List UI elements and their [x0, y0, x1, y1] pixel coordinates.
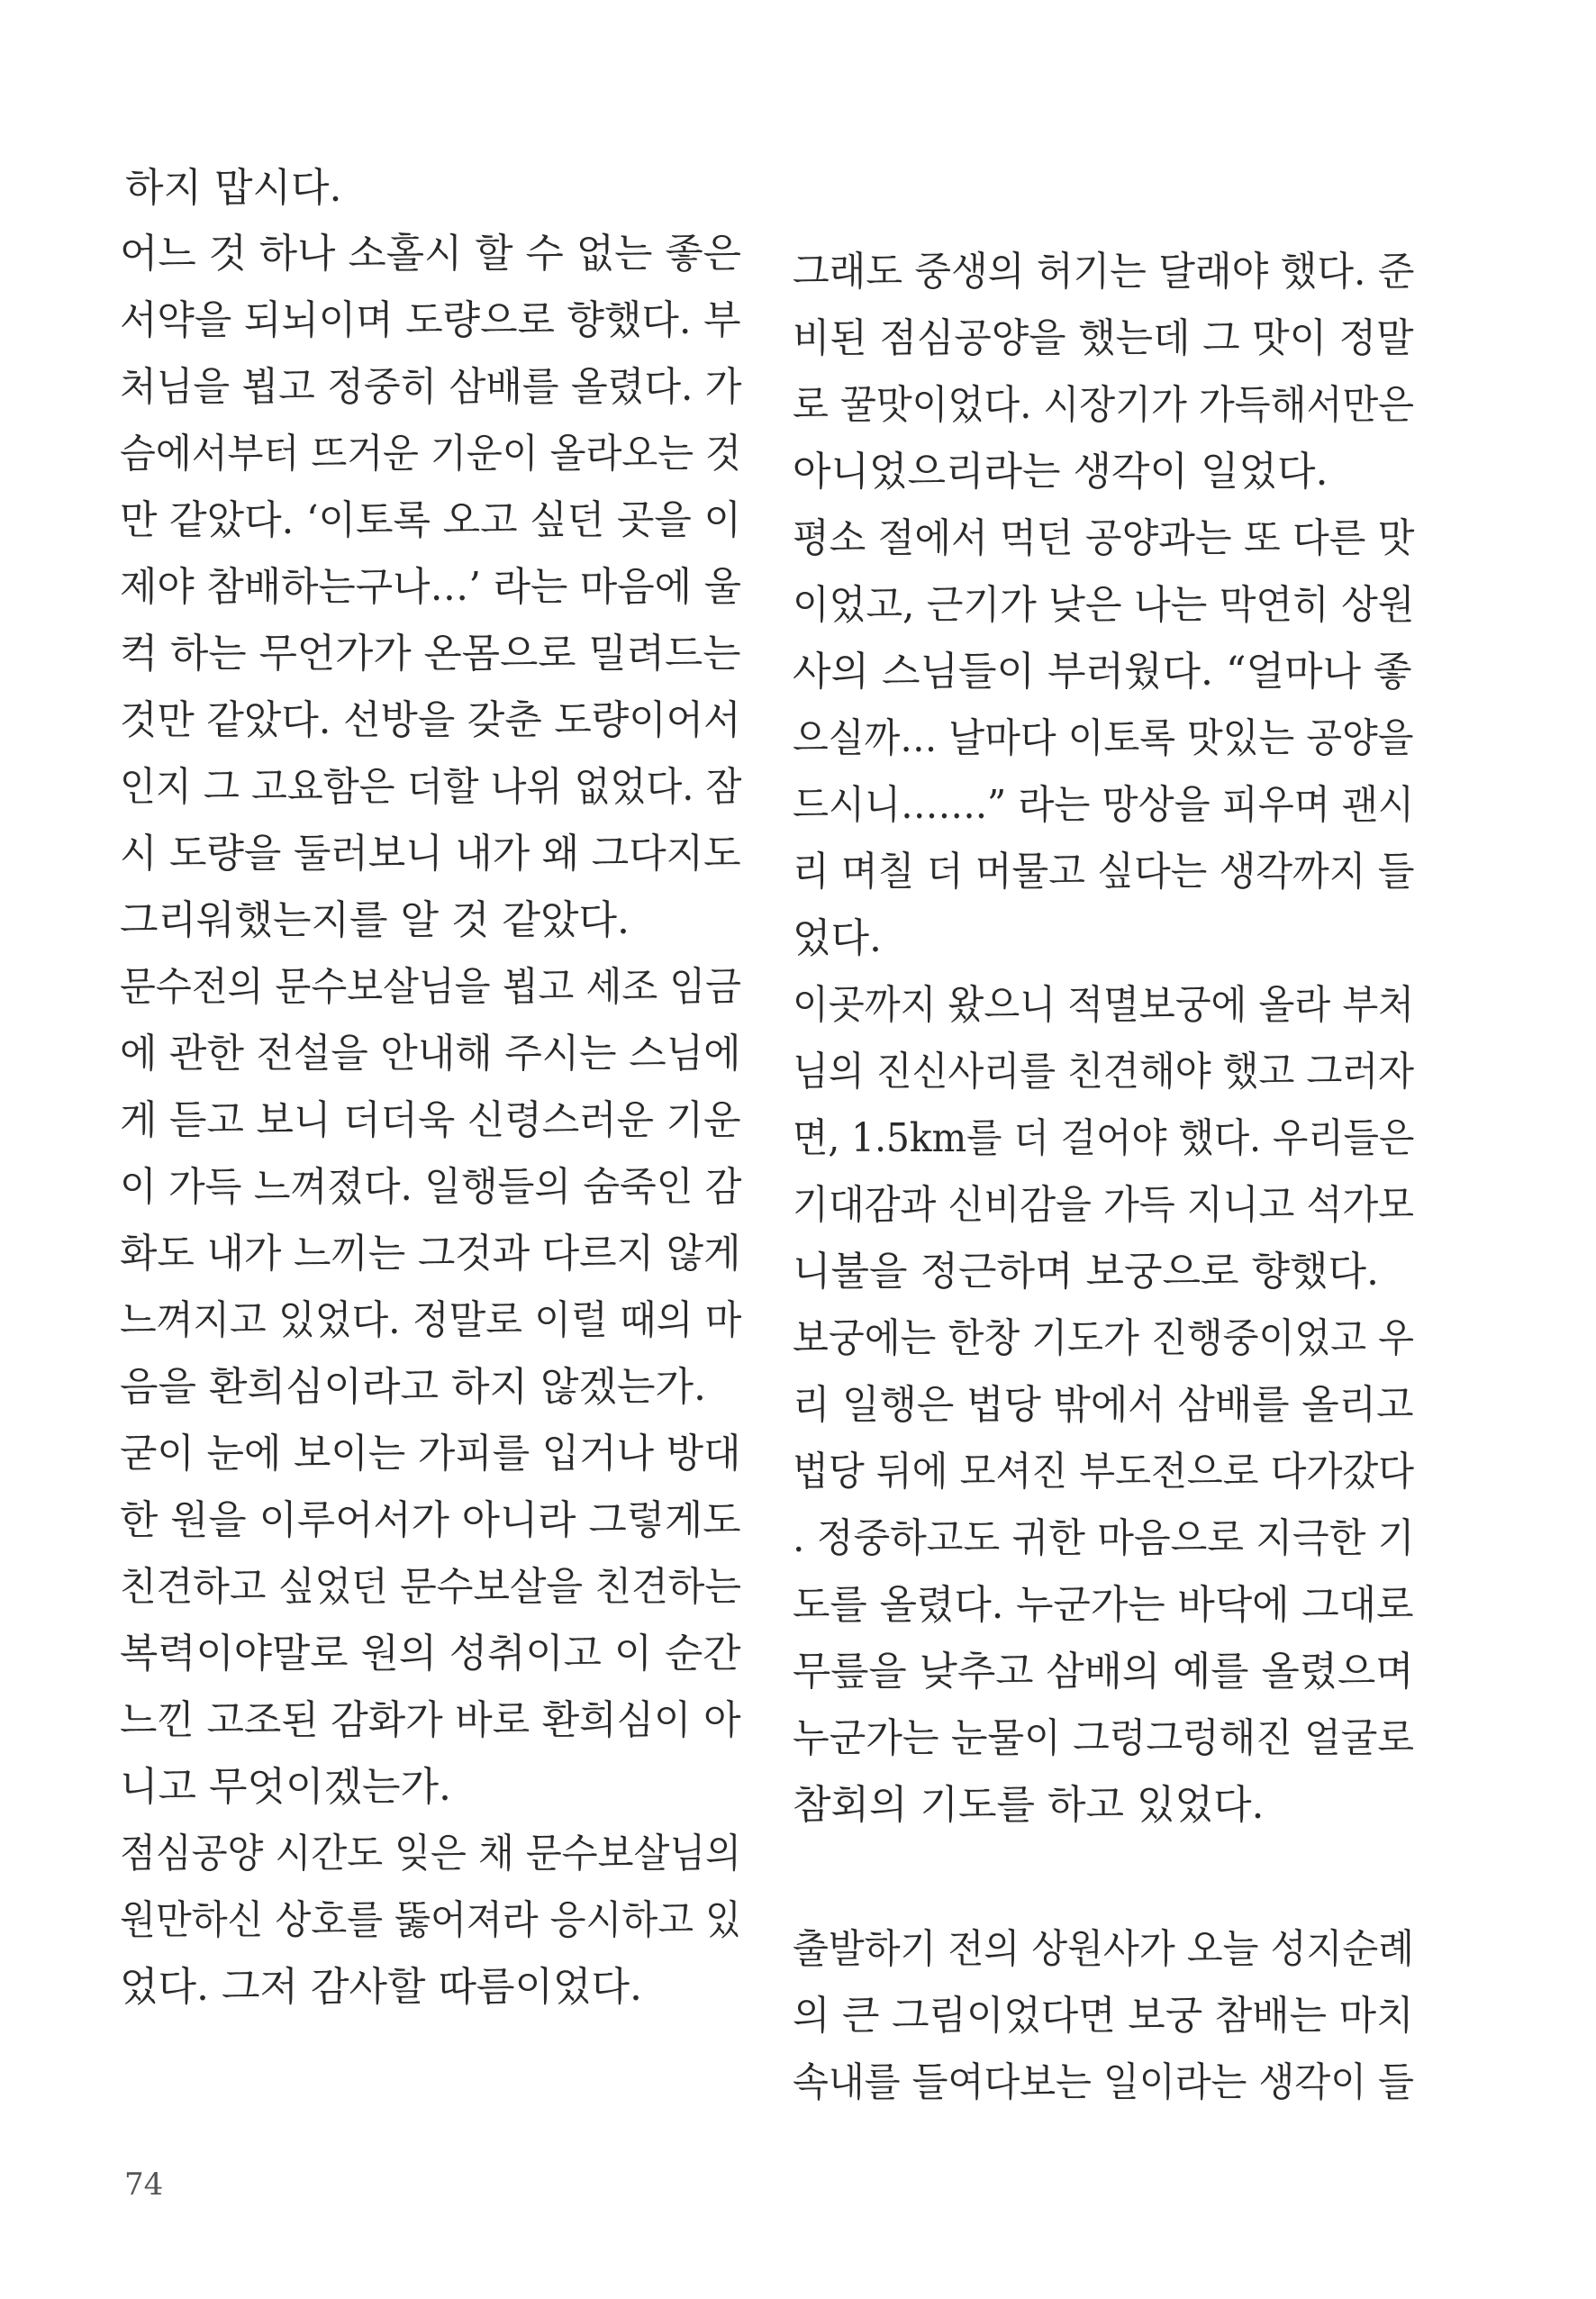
- text-line: 참회의 기도를 하고 있었다.: [793, 1782, 1265, 1828]
- text-line: 었다. 그저 감사할 따름이었다.: [120, 1964, 642, 2010]
- text-line: 법당 뒤에 모셔진 부도전으로 다가갔다: [793, 1449, 1415, 1495]
- text-line: 시 도량을 둘러보니 내가 왜 그다지도: [120, 831, 741, 877]
- text-line: 친견하고 싶었던 문수보살을 친견하는: [120, 1564, 742, 1610]
- text-line: 비된 점심공양을 했는데 그 맛이 정말: [793, 315, 1414, 361]
- text-line: 서약을 되뇌이며 도량으로 향했다. 부: [120, 297, 741, 343]
- text-line: 무릎을 낮추고 삼배의 예를 올렸으며: [793, 1649, 1414, 1695]
- text-line: 하지 맙시다.: [125, 165, 342, 211]
- text-line: 로 꿀맛이었다. 시장기가 가득해서만은: [793, 382, 1415, 428]
- text-line: 문수전의 문수보살님을 뵙고 세조 임금: [120, 964, 742, 1010]
- text-line: 출발하기 전의 상원사가 오늘 성지순례: [793, 1926, 1415, 1972]
- text-line: 아니었으리라는 생각이 일었다.: [793, 449, 1328, 495]
- text-line: 복력이야말로 원의 성취이고 이 순간: [120, 1631, 741, 1677]
- text-line: 이 가득 느껴졌다. 일행들의 숨죽인 감: [120, 1164, 742, 1210]
- text-line: 처님을 뵙고 정중히 삼배를 올렸다. 가: [120, 364, 742, 410]
- text-line: 에 관한 전설을 안내해 주시는 스님에: [120, 1031, 741, 1077]
- text-line: 굳이 눈에 보이는 가피를 입거나 방대: [120, 1431, 741, 1477]
- text-line: 점심공양 시간도 잊은 채 문수보살님의: [120, 1831, 742, 1876]
- text-line: 리 며칠 더 머물고 싶다는 생각까지 들: [793, 849, 1415, 895]
- text-line: 이었고, 근기가 낮은 나는 막연히 상원: [793, 582, 1415, 628]
- text-line: 님의 진신사리를 친견해야 했고 그러자: [793, 1049, 1415, 1095]
- text-line: 게 듣고 보니 더더욱 신령스러운 기운: [120, 1097, 741, 1143]
- text-line: 인지 그 고요함은 더할 나위 없었다. 잠: [120, 764, 742, 810]
- text-line: 평소 절에서 먹던 공양과는 또 다른 맛: [793, 515, 1415, 561]
- text-line: 도를 올렸다. 누군가는 바닥에 그대로: [793, 1582, 1414, 1628]
- text-line: 으실까… 날마다 이토록 맛있는 공양을: [793, 715, 1414, 761]
- text-line: 니고 무엇이겠는가.: [120, 1764, 452, 1810]
- text-line: 것만 같았다. 선방을 갖춘 도량이어서: [120, 697, 741, 743]
- text-line: 누군가는 눈물이 그렁그렁해진 얼굴로: [793, 1715, 1415, 1761]
- text-line: 슴에서부터 뜨거운 기운이 올라오는 것: [120, 431, 742, 477]
- text-line: 원만하신 상호를 뚫어져라 응시하고 있: [120, 1897, 742, 1943]
- text-line: 느낀 고조된 감화가 바로 환희심이 아: [120, 1697, 741, 1743]
- text-line: 화도 내가 느끼는 그것과 다르지 않게: [120, 1231, 741, 1277]
- text-line: 보궁에는 한창 기도가 진행중이었고 우: [793, 1315, 1415, 1361]
- text-line: 드시니…….” 라는 망상을 피우며 괜시: [793, 782, 1414, 828]
- text-line: 그래도 중생의 허기는 달래야 했다. 준: [793, 249, 1415, 295]
- text-line: 이곳까지 왔으니 적멸보궁에 올라 부처: [793, 982, 1415, 1028]
- text-line: 한 원을 이루어서가 아니라 그렇게도: [120, 1497, 741, 1543]
- text-line: 제야 참배하는구나…’ 라는 마음에 울: [120, 564, 741, 610]
- page-number: 74: [124, 2167, 164, 2203]
- text-line: . 정중하고도 귀한 마음으로 지극한 기: [793, 1515, 1415, 1561]
- text-line: 면, 1.5km를 더 걸어야 했다. 우리들은: [793, 1115, 1415, 1161]
- text-line: 니불을 정근하며 보궁으로 향했다.: [793, 1249, 1379, 1295]
- text-line: 속내를 들여다보는 일이라는 생각이 들: [793, 2059, 1415, 2105]
- text-line: 리 일행은 법당 밖에서 삼배를 올리고: [793, 1382, 1414, 1428]
- text-line: 기대감과 신비감을 가득 지니고 석가모: [793, 1182, 1415, 1228]
- text-line: 컥 하는 무언가가 온몸으로 밀려드는: [120, 631, 741, 677]
- text-line: 의 큰 그림이었다면 보궁 참배는 마치: [793, 1993, 1414, 2039]
- text-line: 사의 스님들이 부러웠다. “얼마나 좋: [793, 649, 1412, 695]
- text-line: 느껴지고 있었다. 정말로 이럴 때의 마: [120, 1297, 742, 1343]
- text-line: 그리워했는지를 알 것 같았다.: [120, 897, 630, 943]
- text-line: 어느 것 하나 소홀시 할 수 없는 좋은: [120, 231, 741, 277]
- text-line: 었다.: [793, 915, 882, 961]
- text-line: 음을 환희심이라고 하지 않겠는가.: [120, 1364, 706, 1410]
- text-line: 만 같았다. ‘이토록 오고 싶던 곳을 이: [120, 497, 741, 543]
